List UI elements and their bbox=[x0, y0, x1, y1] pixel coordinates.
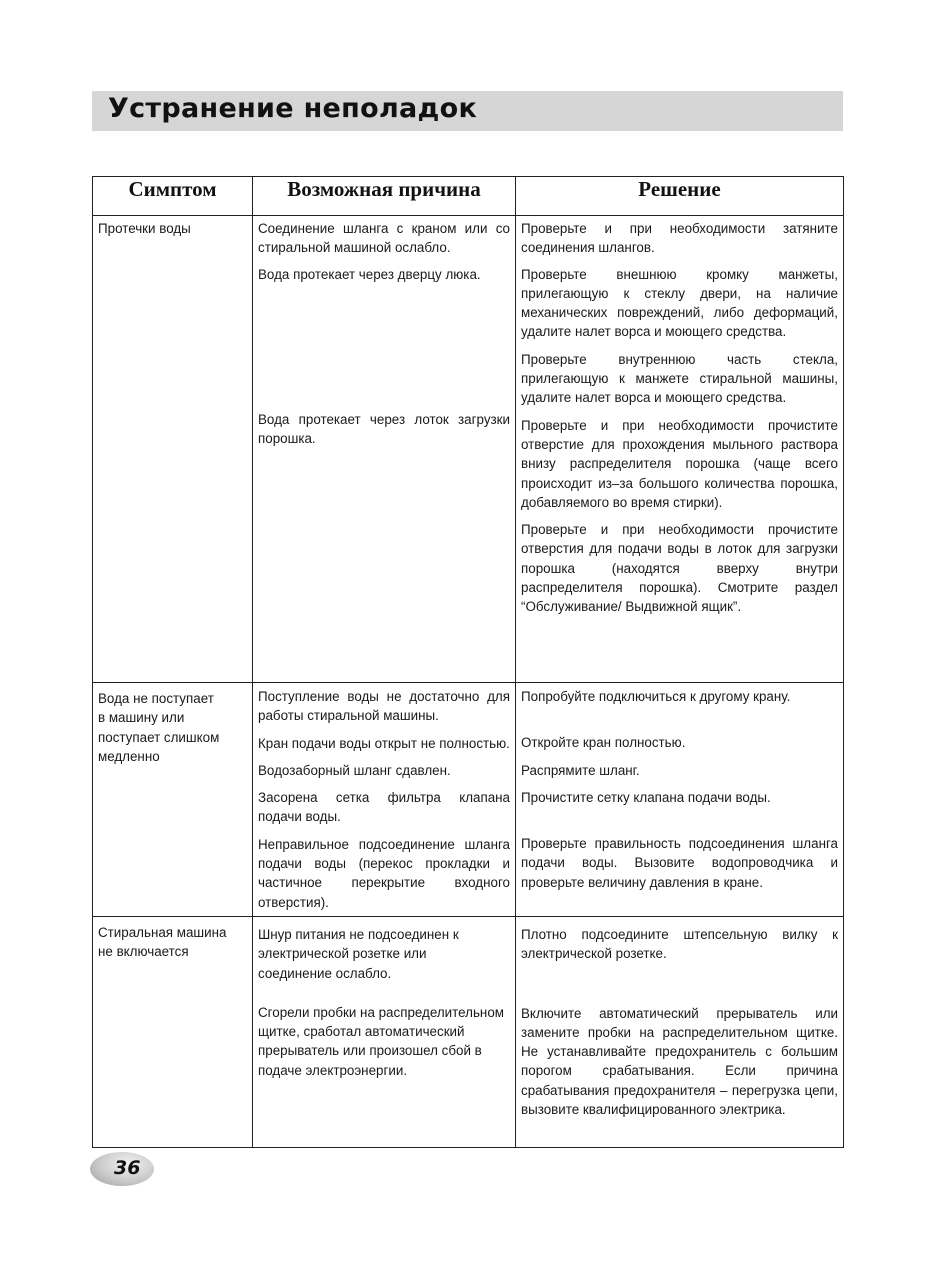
cause-text: Неправильное подсоединение шланга подачи воды (перекос прокладки и частичное перекрытие входного отверстия). bbox=[258, 836, 510, 910]
table-row bbox=[93, 917, 844, 1148]
solution-text: Проверьте внутреннюю часть стекла, прилегающую к манжете стиральной машины, удалите налет ворса и моющего средства. bbox=[521, 351, 838, 406]
header-solution: Решение bbox=[516, 177, 844, 216]
solution-text: Проверьте правильность подсоединения шланга подачи воды. Вызовите водопроводчика и проверьте величину давления в кране. bbox=[521, 836, 838, 890]
solution-cell bbox=[516, 683, 844, 917]
symptom-cell bbox=[93, 917, 253, 1148]
symptom-line: медленно bbox=[98, 748, 160, 764]
solution-text: Проверьте внешнюю кромку манжеты, прилегающую к стеклу двери, на наличие механических повреждений, либо деформаций, удалите налет ворса и моющего средства. bbox=[521, 266, 838, 340]
page-title: Устранение неполадок bbox=[108, 93, 478, 124]
table-header-row bbox=[93, 177, 844, 216]
solution-cell bbox=[516, 917, 844, 1148]
header-cause: Возможная причина bbox=[253, 177, 516, 216]
table-row bbox=[93, 683, 844, 917]
solution-text: Включите автоматический прерыватель или замените пробки на распределительном щитке. Не устанавливайте предохранитель с большим порогом срабатывания. Если причина срабатывания предохранителя – перегрузка цепи, вызовите квалифицированного электрика. bbox=[521, 1005, 838, 1118]
symptom-line: не включается bbox=[98, 944, 189, 960]
cause-line: прерыватель или произошел сбой в bbox=[258, 1043, 482, 1059]
symptom-line: в машину или bbox=[98, 710, 185, 726]
solution-text: Плотно подсоедините штепсельную вилку к электрической розетке. bbox=[521, 927, 838, 962]
cause-line: Шнур питания не подсоединен к bbox=[258, 927, 459, 942]
cause-cell bbox=[253, 683, 516, 917]
cause-line: щитке, сработал автоматический bbox=[258, 1024, 465, 1040]
cause-text: Поступление воды не достаточно для работы стиральной машины. bbox=[258, 689, 510, 724]
cause-cell bbox=[253, 917, 516, 1148]
symptom-cell bbox=[93, 683, 253, 917]
symptom-line: Стиральная машина bbox=[98, 925, 227, 940]
solution-text: Проверьте и при необходимости прочистите отверстие для прохождения мыльного раствора внизу распределителя порошка (чаще всего происходит из–за большого количества порошка, добавляемого во время стирки). bbox=[521, 417, 838, 510]
cause-text: Водозаборный шланг сдавлен. bbox=[258, 762, 451, 778]
troubleshooting-table bbox=[92, 176, 844, 1148]
cause-line: подаче электроэнергии. bbox=[258, 1062, 408, 1078]
solution-text: Проверьте и при необходимости прочистите отверстия для подачи воды в лоток для загрузки порошка (находятся вверху внутри распределителя порошка). Смотрите раздел “Обслуживание/ Выдвижной ящик”. bbox=[521, 522, 838, 615]
symptom-line: поступает слишком bbox=[98, 729, 220, 745]
table-row bbox=[93, 216, 844, 683]
solution-text: Распрямите шланг. bbox=[521, 762, 640, 778]
cause-text: Соединение шланга с краном или со стиральной машиной ослабло. bbox=[258, 221, 510, 256]
cause-line: электрической розетке или bbox=[258, 946, 427, 962]
page-title-bar bbox=[92, 91, 843, 131]
solution-text: Прочистите сетку клапана подачи воды. bbox=[521, 789, 771, 805]
cause-text: Кран подачи воды открыт не полностью. bbox=[258, 735, 510, 751]
page-number: 36 bbox=[114, 1157, 141, 1179]
header-symptom: Симптом bbox=[93, 177, 253, 216]
solution-text: Попробуйте подключиться к другому крану. bbox=[521, 689, 791, 704]
symptom-text: Протечки воды bbox=[98, 221, 191, 236]
page-number-badge bbox=[90, 1152, 154, 1186]
symptom-line: Вода не поступает bbox=[98, 691, 214, 706]
symptom-cell bbox=[93, 216, 253, 683]
solution-text: Откройте кран полностью. bbox=[521, 735, 686, 751]
cause-text: Вода протекает через лоток загрузки порошка. bbox=[258, 411, 510, 447]
cause-text: Засорена сетка фильтра клапана подачи воды. bbox=[258, 790, 510, 825]
cause-cell bbox=[253, 216, 516, 683]
cause-line: Сгорели пробки на распределительном bbox=[258, 1004, 504, 1020]
cause-line: соединение ослабло. bbox=[258, 965, 392, 981]
solution-text: Проверьте и при необходимости затяните соединения шлангов. bbox=[521, 221, 838, 256]
cause-text: Вода протекает через дверцу люка. bbox=[258, 266, 481, 282]
solution-cell bbox=[516, 216, 844, 683]
